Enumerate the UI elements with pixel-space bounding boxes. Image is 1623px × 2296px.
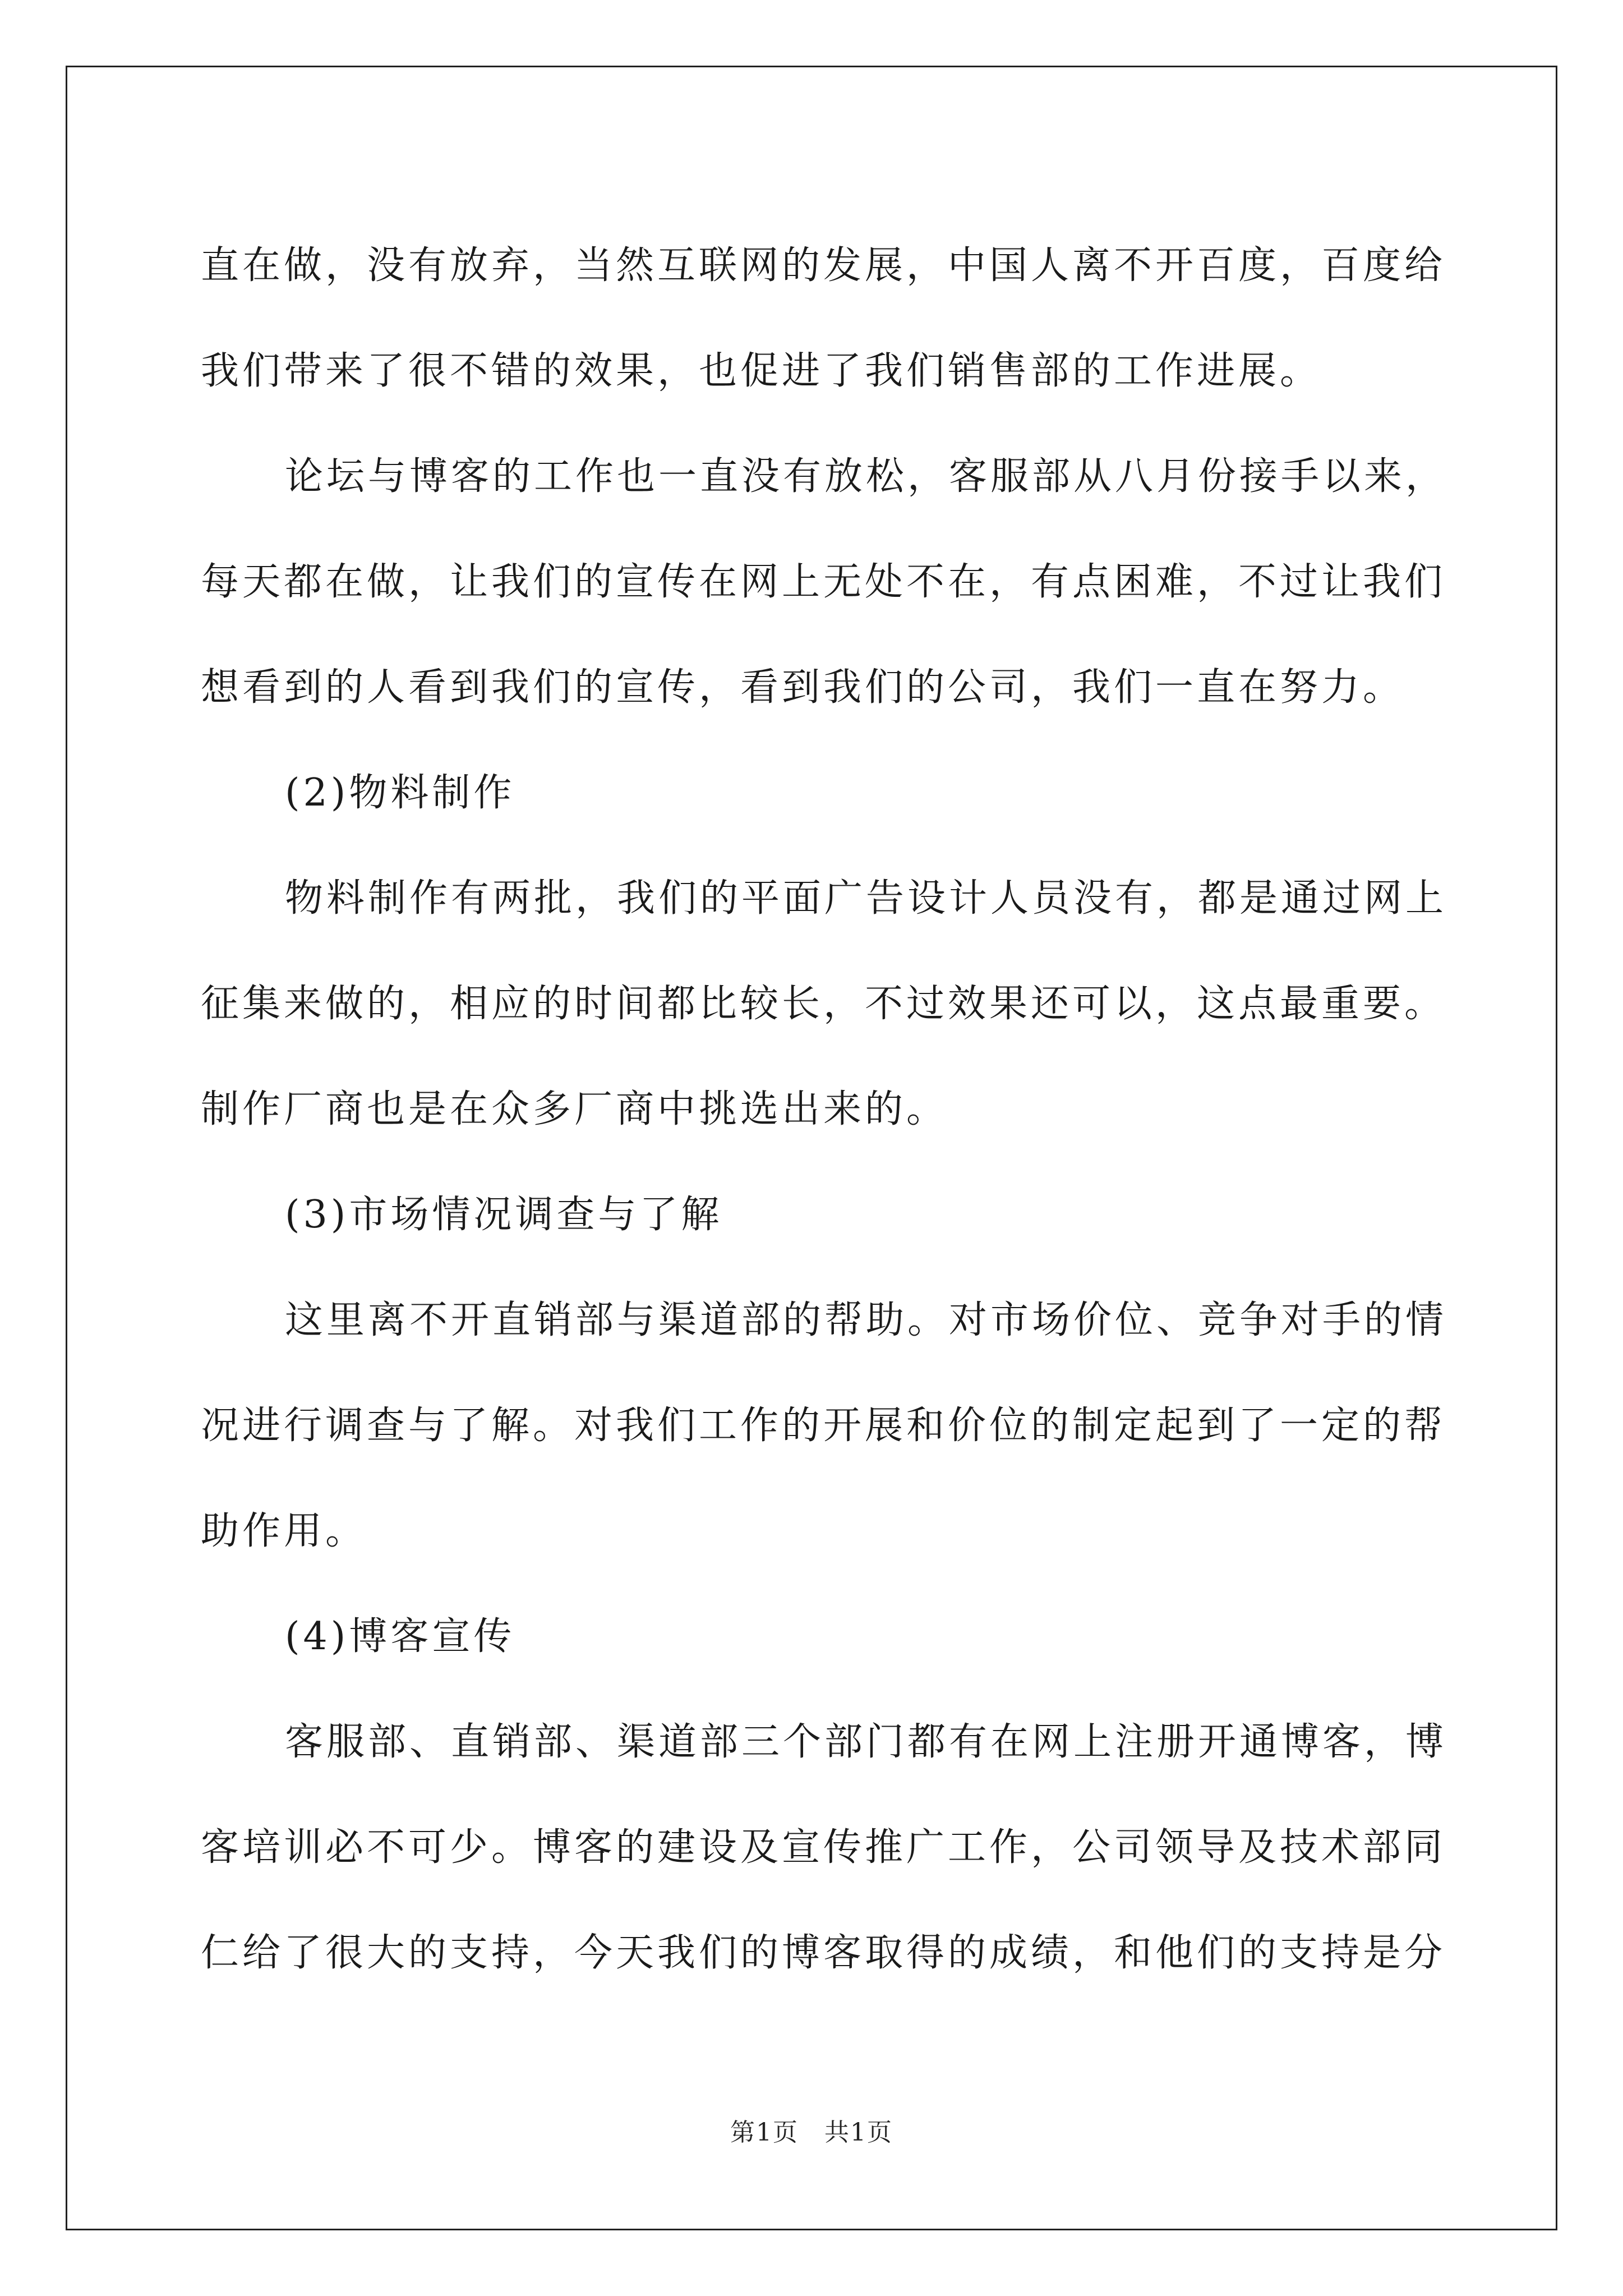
text-line-1: 直在做，没有放弃，当然互联网的发展，中国人离不开百度，百度给 [201,243,1446,288]
page-footer [0,2112,1623,2148]
text-line-4: 每天都在做，让我们的宣传在网上无处不在，有点困难，不过让我们 [201,560,1446,604]
text-line-2: 我们带来了很不错的效果，也促进了我们销售部的工作进展。 [201,349,1322,393]
text-line-13: 助作用。 [201,1509,367,1553]
section-heading-2: (2)物料制作 [285,771,515,815]
text-line-11: 这里离不开直销部与渠道部的帮助。对市场价位、竞争对手的情 [285,1298,1447,1342]
text-line-5: 想看到的人看到我们的宣传，看到我们的公司，我们一直在努力。 [201,665,1405,710]
document-body [201,213,1447,2006]
text-line-15: 客服部、直销部、渠道部三个部门都有在网上注册开通博客，博 [285,1720,1447,1764]
text-line-17: 仁给了很大的支持，今天我们的博客取得的成绩，和他们的支持是分 [201,1931,1446,1975]
page-number-label: 第1页 共1页 [730,2118,893,2147]
text-line-16: 客培训必不可少。博客的建设及宣传推广工作，公司领导及技术部同 [201,1825,1446,1870]
section-heading-4: (4)博客宣传 [285,1614,515,1659]
section-heading-3: (3)市场情况调查与了解 [285,1193,723,1237]
text-line-12: 况进行调查与了解。对我们工作的开展和价位的制定起到了一定的帮 [201,1404,1446,1448]
text-line-7: 物料制作有两批，我们的平面广告设计人员没有，都是通过网上 [285,876,1447,921]
text-line-3: 论坛与博客的工作也一直没有放松，客服部从八月份接手以来， [285,454,1447,499]
text-line-9: 制作厂商也是在众多厂商中挑选出来的。 [201,1087,948,1131]
text-line-8: 征集来做的，相应的时间都比较长，不过效果还可以，这点最重要。 [201,982,1446,1026]
